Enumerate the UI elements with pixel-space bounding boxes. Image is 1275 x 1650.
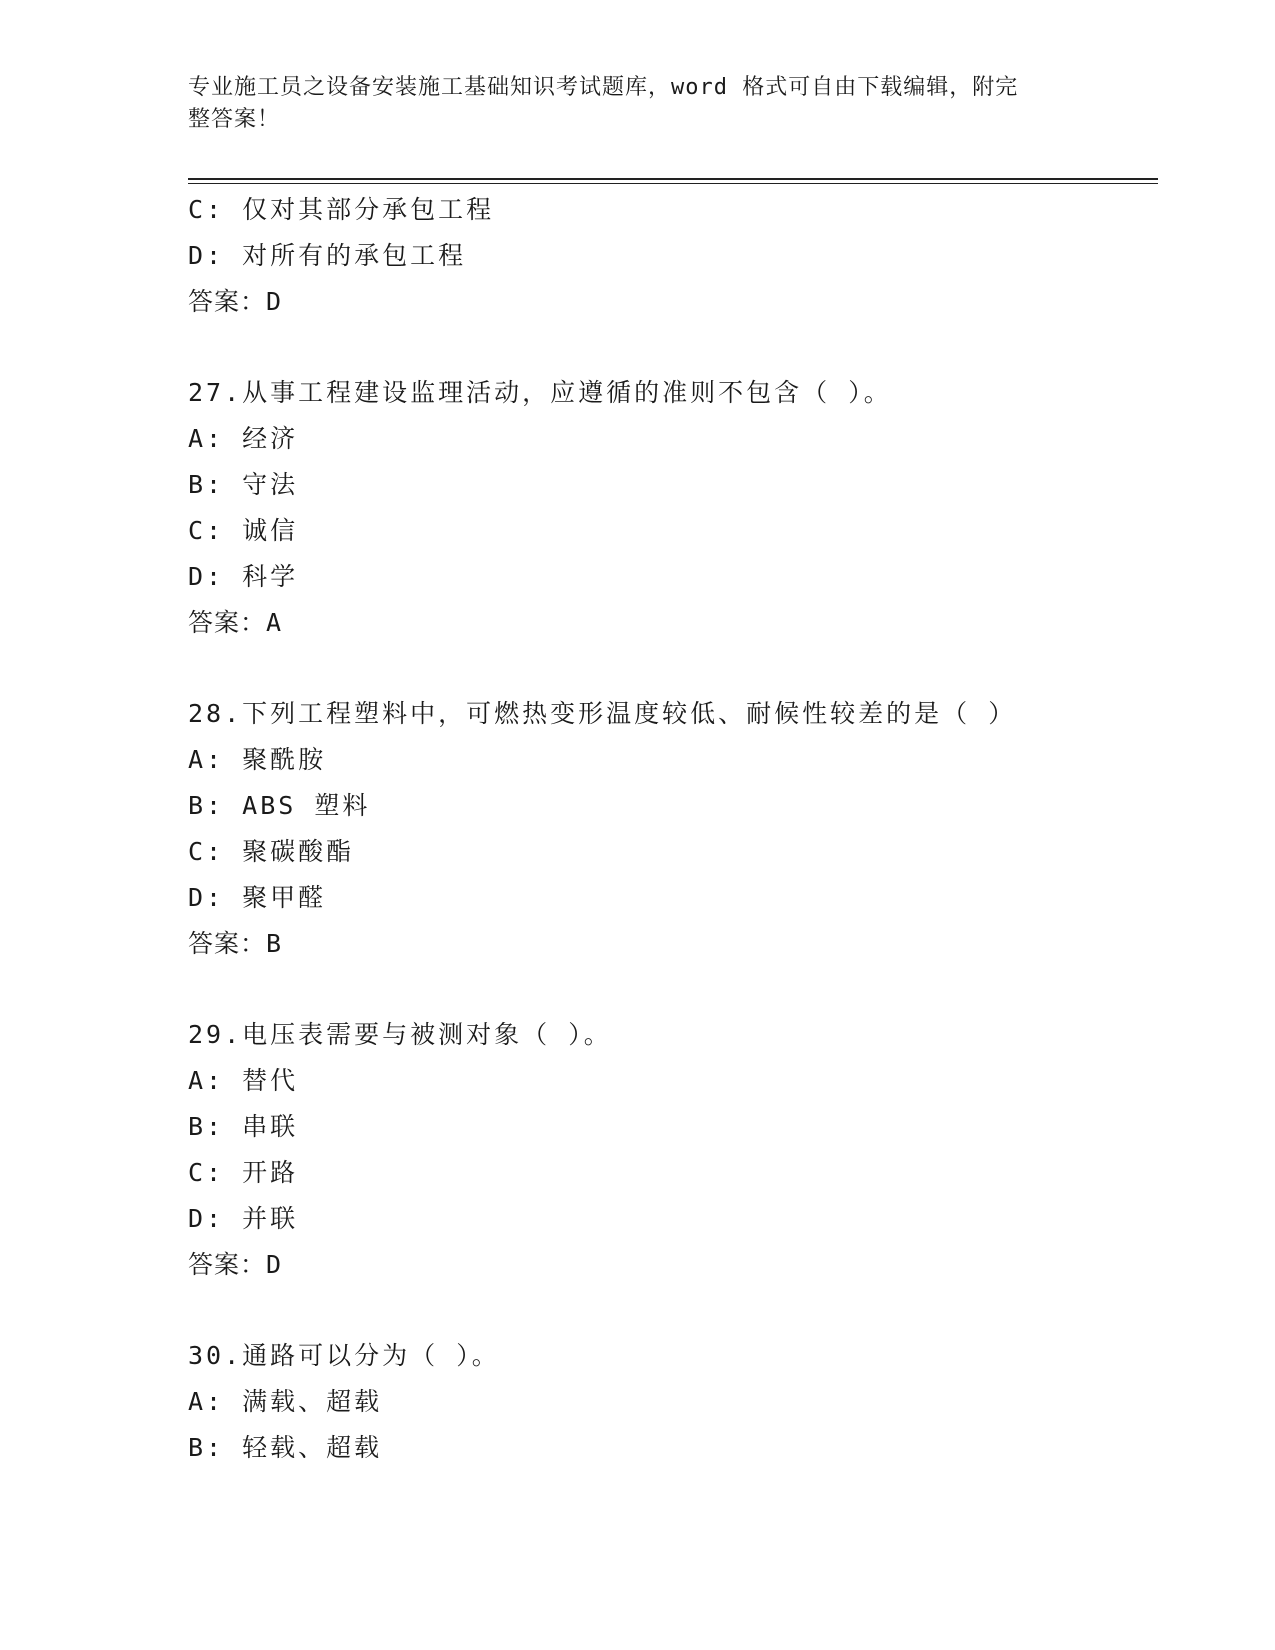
spacer — [188, 967, 1158, 1012]
option-b: B: 守法 — [188, 470, 299, 499]
answer-line: 答案：B — [188, 929, 283, 958]
document-header — [188, 72, 1068, 136]
question-text: 28.下列工程塑料中，可燃热变形温度较低、耐候性较差的是（ ） — [188, 699, 1017, 728]
answer-line: 答案：A — [188, 608, 283, 637]
question-30 — [188, 1333, 1158, 1471]
option-a: A: 聚酰胺 — [188, 745, 327, 774]
option-c: C: 仅对其部分承包工程 — [188, 195, 495, 224]
option-b: B: 轻载、超载 — [188, 1433, 383, 1462]
answer-line: 答案：D — [188, 287, 283, 316]
header-divider-thick — [188, 178, 1158, 180]
question-26-continued — [188, 187, 1158, 325]
header-line-1: 专业施工员之设备安装施工基础知识考试题库，word 格式可自由下载编辑，附完 — [188, 75, 1019, 100]
header-line-2: 整答案！ — [188, 107, 281, 132]
question-29 — [188, 1012, 1158, 1288]
option-d: D: 对所有的承包工程 — [188, 241, 467, 270]
header-divider-thin — [188, 183, 1158, 184]
question-text: 29.电压表需要与被测对象（ ）。 — [188, 1020, 612, 1049]
option-d: D: 科学 — [188, 562, 299, 591]
option-c: C: 开路 — [188, 1158, 299, 1187]
spacer — [188, 325, 1158, 370]
spacer — [188, 1288, 1158, 1333]
question-text: 27.从事工程建设监理活动，应遵循的准则不包含（ ）。 — [188, 378, 892, 407]
document-body — [188, 187, 1158, 1471]
option-c: C: 聚碳酸酯 — [188, 837, 355, 866]
answer-line: 答案：D — [188, 1250, 283, 1279]
option-a: A: 替代 — [188, 1066, 299, 1095]
option-b: B: 串联 — [188, 1112, 299, 1141]
option-d: D: 聚甲醛 — [188, 883, 327, 912]
option-c: C: 诚信 — [188, 516, 299, 545]
option-d: D: 并联 — [188, 1204, 299, 1233]
option-a: A: 满载、超载 — [188, 1387, 383, 1416]
option-a: A: 经济 — [188, 424, 299, 453]
question-text: 30.通路可以分为（ ）。 — [188, 1341, 500, 1370]
question-27 — [188, 370, 1158, 646]
spacer — [188, 646, 1158, 691]
question-28 — [188, 691, 1158, 967]
option-b: B: ABS 塑料 — [188, 791, 371, 820]
